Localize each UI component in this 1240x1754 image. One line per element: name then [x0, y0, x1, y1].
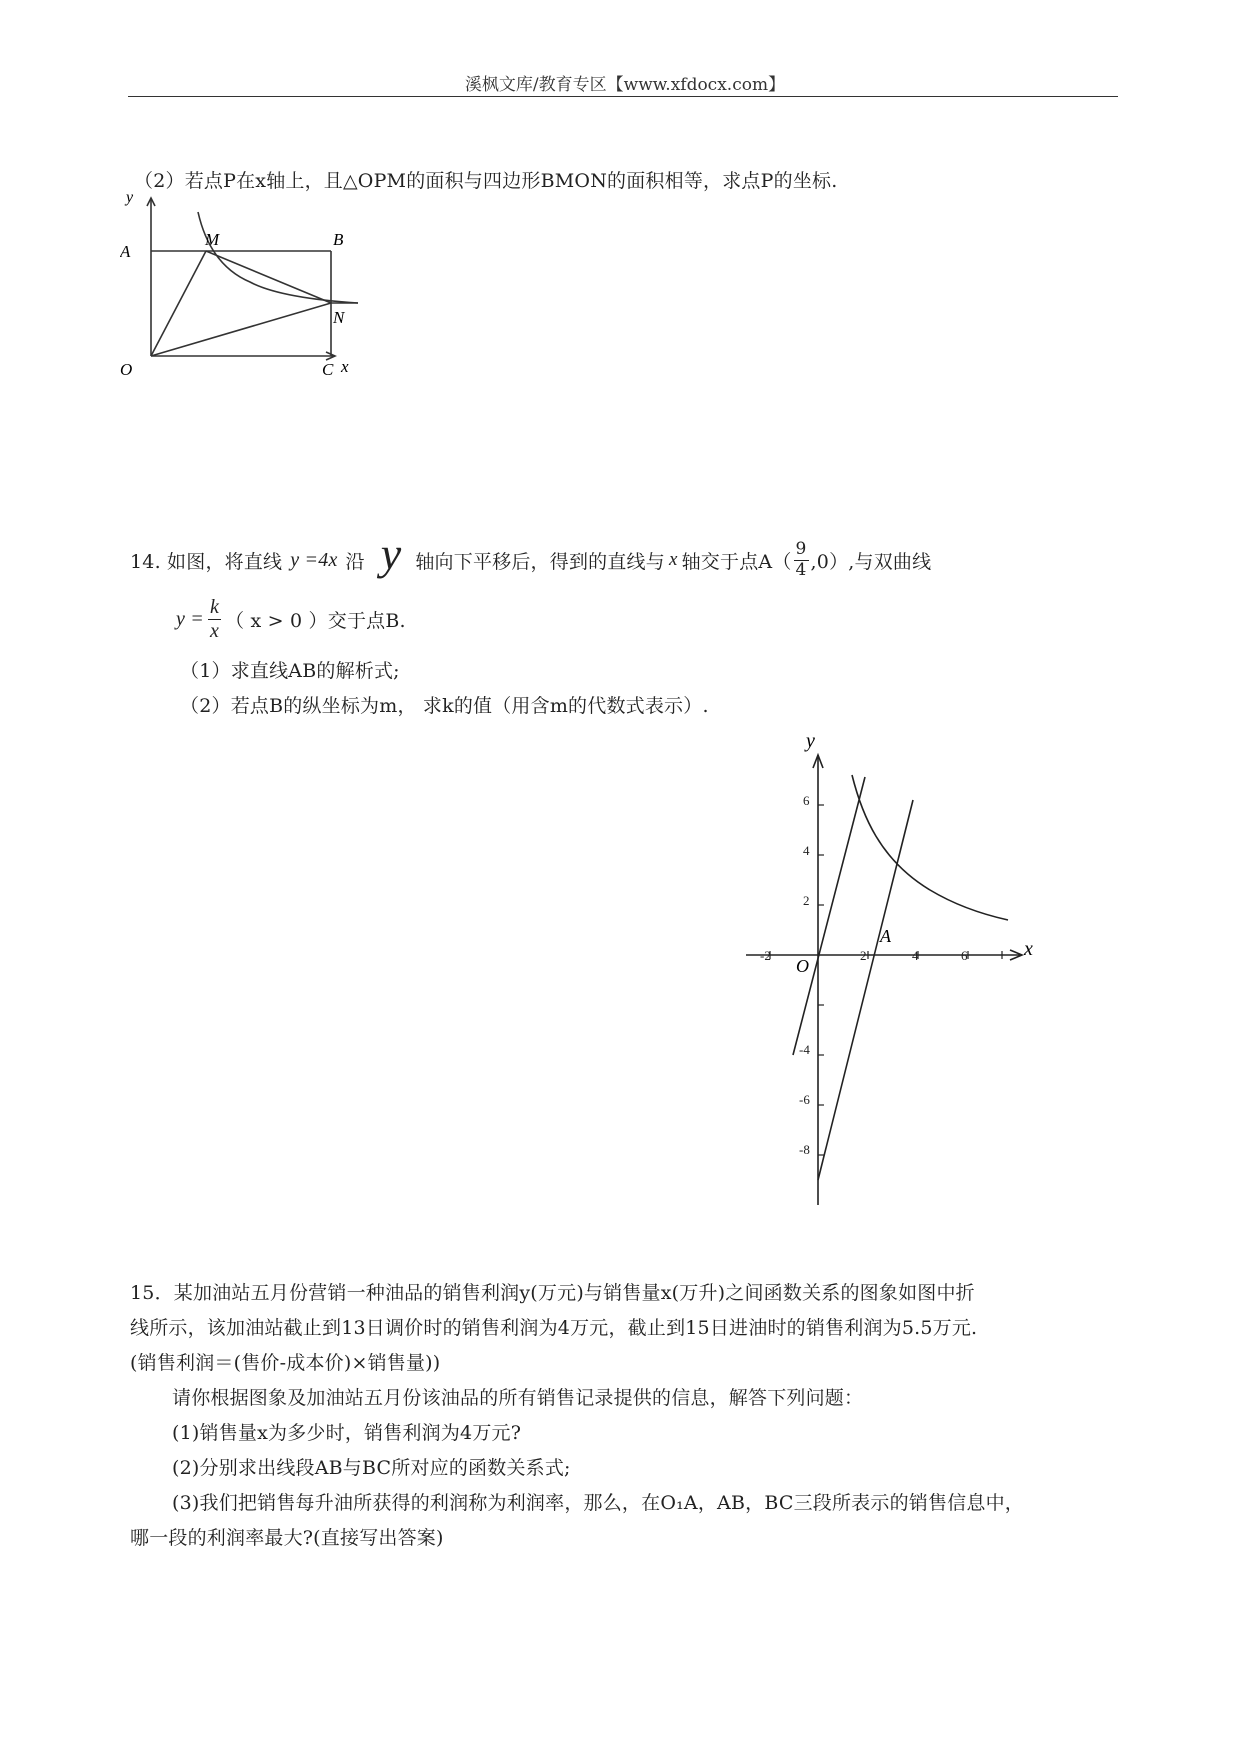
q14-origin-label: O — [796, 956, 809, 976]
q13-part2-text: （2）若点P在x轴上，且△OPM的面积与四边形BMON的面积相等，求点P的坐标. — [134, 170, 838, 192]
q14-y-tick-6: 6 — [803, 793, 810, 808]
q14-x-tick-4: 4 — [912, 948, 919, 963]
q14-figure — [736, 722, 1046, 1212]
q14-y-tick-neg4: -4 — [799, 1042, 810, 1057]
q14-line-AB — [818, 800, 913, 1180]
q13-label-O: O — [120, 360, 133, 379]
q15-line1: 15．某加油站五月份营销一种油品的销售利润y(万元)与销售量x(万升)之间函数关系的图象如图中折 — [130, 1282, 975, 1304]
q14-line-y-4x — [793, 777, 865, 1055]
q13-label-y: y — [126, 190, 134, 206]
q14-intro-e: ,0）,与双曲线 — [810, 550, 932, 573]
q13-figure — [120, 190, 390, 390]
q13-label-C: C — [322, 360, 334, 379]
q14-part1-text: （1）求直线AB的解析式; — [180, 660, 400, 682]
q14-frac-num: 9 — [795, 538, 807, 559]
q14-intro-b: 沿 — [345, 550, 365, 573]
q14-hyp-y: y = — [176, 607, 204, 630]
q15-line3: (销售利润＝(售价-成本价)×销售量)) — [130, 1352, 441, 1374]
q14-y-tick-2: 2 — [803, 893, 810, 908]
q13-label-B: B — [333, 230, 344, 249]
q15-question3: (3)我们把销售每升油所获得的利润称为利润率，那么，在O₁A，AB，BC三段所表示的销售信息中， — [172, 1492, 1024, 1514]
q14-fraction-9-4 — [794, 540, 809, 580]
q14-y-tick-4: 4 — [803, 843, 810, 858]
q13-segment-MN — [206, 251, 331, 303]
q14-hyperbola-line — [176, 588, 406, 650]
q14-intro-d: 轴交于点A（ — [681, 550, 792, 573]
q14-big-y: y — [380, 528, 402, 579]
header-divider — [128, 96, 1118, 97]
q13-segment-ON — [151, 303, 331, 356]
q14-x-tick-neg2: -2 — [760, 948, 771, 963]
q15-question3-cont: 哪一段的利润率最大?(直接写出答案) — [130, 1527, 444, 1549]
q15-line4: 请你根据图象及加油站五月份该油品的所有销售记录提供的信息，解答下列问题： — [172, 1387, 864, 1409]
q13-label-x: x — [341, 357, 349, 376]
q14-line-equation: y =4x — [290, 548, 338, 571]
q14-intro-line — [130, 530, 931, 590]
q14-y-tick-neg6: -6 — [799, 1092, 810, 1107]
q14-intro-a: 14. 如图，将直线 — [130, 550, 283, 573]
q14-x-tick-2: 2 — [860, 948, 867, 963]
q15-line2: 线所示，该加油站截止到13日调价时的销售利润为4万元，截止到15日进油时的销售利润为5.5万元. — [130, 1317, 978, 1339]
q14-x-tick-6: 6 — [961, 948, 968, 963]
q15-question2: (2)分别求出线段AB与BC所对应的函数关系式; — [172, 1457, 571, 1479]
q13-segment-OM — [151, 251, 206, 356]
q13-label-N: N — [333, 308, 345, 327]
q14-intro-c: 轴向下平移后，得到的直线与 — [415, 550, 665, 573]
q14-point-A-label: A — [880, 926, 891, 946]
q13-label-M: M — [205, 230, 220, 249]
q14-y-label: y — [806, 730, 815, 752]
q14-frac-den: 4 — [795, 559, 807, 580]
q15-question1: (1)销售量x为多少时，销售利润为4万元? — [172, 1422, 522, 1444]
q14-part2-text: （2）若点B的纵坐标为m， 求k的值（用含m的代数式表示）. — [180, 695, 709, 717]
q14-x-variable: x — [668, 549, 678, 570]
page-header: 溪枫文库/教育专区【www.xfdocx.com】 — [464, 75, 786, 95]
q13-label-A: A — [120, 242, 131, 261]
q14-hyp-condition: （ x > 0 ）交于点B. — [225, 609, 406, 632]
q14-hyp-den: x — [209, 619, 220, 642]
q14-hyperbola — [852, 775, 1008, 920]
q14-hyp-num: k — [209, 595, 220, 618]
q14-x-label: x — [1024, 938, 1033, 960]
q14-fraction-k-x — [208, 596, 221, 643]
q14-y-tick-neg8: -8 — [799, 1142, 810, 1157]
